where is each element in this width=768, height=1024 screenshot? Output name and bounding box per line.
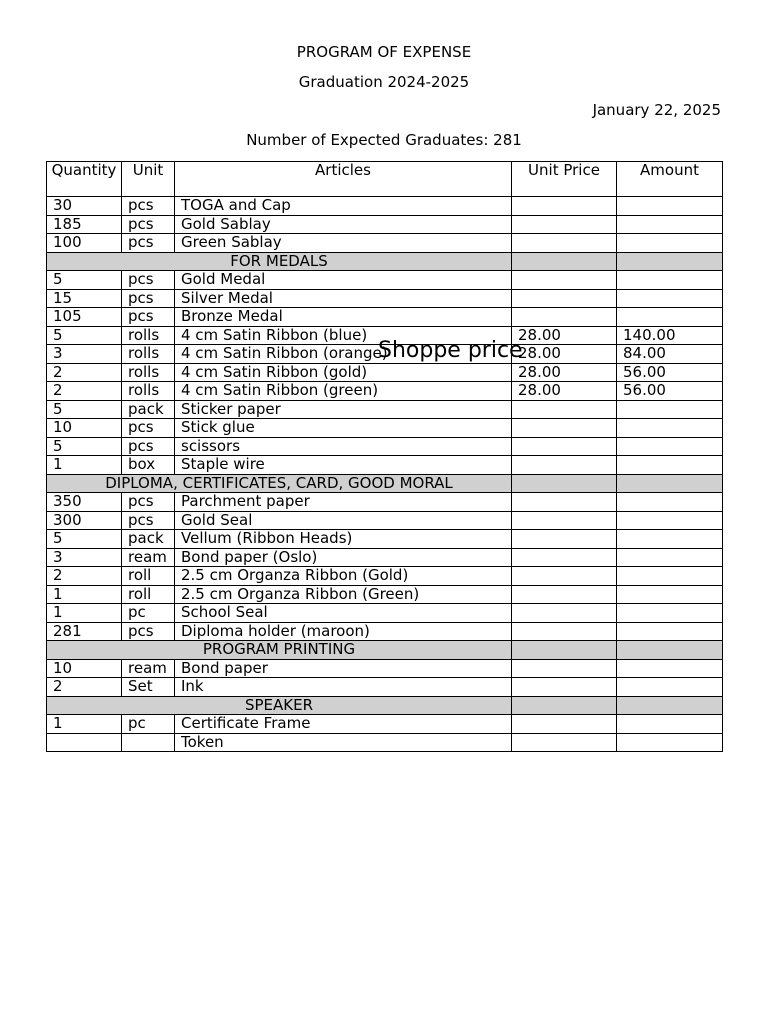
cell-unit: ream [122, 548, 175, 567]
cell-article: Green Sablay [175, 234, 512, 253]
cell-unit-price [512, 604, 617, 623]
table-row [47, 382, 723, 401]
cell-unit-price [512, 715, 617, 734]
cell-unit-price [512, 493, 617, 512]
cell-unit-price [512, 234, 617, 253]
cell-amount [617, 308, 723, 327]
table-row [47, 733, 723, 752]
cell-article: Bond paper [175, 659, 512, 678]
section-label: DIPLOMA, CERTIFICATES, CARD, GOOD MORAL [47, 474, 512, 493]
cell-article: Bond paper (Oslo) [175, 548, 512, 567]
cell-unit-price [512, 308, 617, 327]
cell-amount [617, 585, 723, 604]
cell-unit-price: 28.00 [512, 345, 617, 364]
table-row [47, 456, 723, 475]
cell-article: Gold Medal [175, 271, 512, 290]
cell-quantity: 10 [47, 419, 122, 438]
section-blank-cell [617, 474, 723, 493]
header-unit-price: Unit Price [512, 162, 617, 197]
cell-amount [617, 289, 723, 308]
graduates-line: Number of Expected Graduates: 281 [246, 131, 522, 149]
cell-unit: pcs [122, 289, 175, 308]
table-row [47, 585, 723, 604]
cell-amount [617, 493, 723, 512]
cell-quantity: 5 [47, 530, 122, 549]
cell-quantity: 100 [47, 234, 122, 253]
cell-unit-price [512, 622, 617, 641]
table-row [47, 289, 723, 308]
section-row [47, 696, 723, 715]
section-blank-cell [512, 641, 617, 660]
cell-unit: pcs [122, 215, 175, 234]
cell-article: 4 cm Satin Ribbon (orange) [175, 345, 512, 364]
cell-quantity: 1 [47, 456, 122, 475]
section-blank-cell [512, 696, 617, 715]
cell-amount [617, 567, 723, 586]
cell-unit-price [512, 215, 617, 234]
table-row [47, 363, 723, 382]
cell-article: School Seal [175, 604, 512, 623]
cell-unit: rolls [122, 345, 175, 364]
section-row [47, 641, 723, 660]
cell-unit-price [512, 659, 617, 678]
cell-unit-price [512, 511, 617, 530]
cell-unit-price [512, 678, 617, 697]
section-blank-cell [512, 252, 617, 271]
table-header-row [47, 162, 723, 197]
cell-amount: 56.00 [617, 363, 723, 382]
cell-unit-price [512, 548, 617, 567]
expense-table-body [47, 197, 723, 752]
cell-article: scissors [175, 437, 512, 456]
cell-amount [617, 215, 723, 234]
cell-article: Vellum (Ribbon Heads) [175, 530, 512, 549]
cell-quantity: 3 [47, 548, 122, 567]
cell-unit: pc [122, 604, 175, 623]
cell-article: TOGA and Cap [175, 197, 512, 216]
cell-amount [617, 678, 723, 697]
cell-amount: 84.00 [617, 345, 723, 364]
cell-unit-price [512, 530, 617, 549]
cell-unit: pcs [122, 197, 175, 216]
section-label: PROGRAM PRINTING [47, 641, 512, 660]
cell-quantity: 1 [47, 585, 122, 604]
document-subtitle: Graduation 2024-2025 [298, 73, 470, 91]
cell-unit-price: 28.00 [512, 382, 617, 401]
table-row [47, 493, 723, 512]
header-articles: Articles [175, 162, 512, 197]
cell-article: Gold Seal [175, 511, 512, 530]
cell-unit-price [512, 585, 617, 604]
cell-amount [617, 511, 723, 530]
cell-unit-price [512, 567, 617, 586]
table-row [47, 604, 723, 623]
cell-unit: pc [122, 715, 175, 734]
cell-unit-price [512, 197, 617, 216]
table-row [47, 437, 723, 456]
cell-unit: pcs [122, 271, 175, 290]
cell-amount [617, 456, 723, 475]
table-row [47, 548, 723, 567]
header-amount: Amount [617, 162, 723, 197]
table-row [47, 511, 723, 530]
section-row [47, 474, 723, 493]
cell-quantity: 185 [47, 215, 122, 234]
section-blank-cell [512, 474, 617, 493]
cell-unit: pcs [122, 234, 175, 253]
table-row [47, 234, 723, 253]
cell-article: Gold Sablay [175, 215, 512, 234]
cell-amount [617, 437, 723, 456]
cell-quantity: 105 [47, 308, 122, 327]
table-row [47, 622, 723, 641]
cell-unit-price [512, 419, 617, 438]
cell-article: 2.5 cm Organza Ribbon (Green) [175, 585, 512, 604]
expense-table [46, 161, 723, 752]
cell-unit: pcs [122, 511, 175, 530]
cell-article: Diploma holder (maroon) [175, 622, 512, 641]
document-title: PROGRAM OF EXPENSE [296, 43, 472, 61]
cell-unit-price [512, 271, 617, 290]
cell-article: Certificate Frame [175, 715, 512, 734]
cell-amount [617, 197, 723, 216]
cell-unit: pcs [122, 419, 175, 438]
cell-quantity: 5 [47, 437, 122, 456]
section-row [47, 252, 723, 271]
section-blank-cell [617, 641, 723, 660]
cell-quantity: 5 [47, 326, 122, 345]
cell-quantity: 300 [47, 511, 122, 530]
cell-quantity: 2 [47, 567, 122, 586]
cell-article: Token [175, 733, 512, 752]
section-blank-cell [617, 696, 723, 715]
cell-unit: pcs [122, 308, 175, 327]
cell-amount: 56.00 [617, 382, 723, 401]
header-quantity: Quantity [47, 162, 122, 197]
table-row [47, 308, 723, 327]
cell-amount [617, 622, 723, 641]
table-row [47, 419, 723, 438]
table-row [47, 271, 723, 290]
cell-amount [617, 271, 723, 290]
cell-unit: box [122, 456, 175, 475]
cell-amount [617, 715, 723, 734]
cell-article: Ink [175, 678, 512, 697]
cell-amount [617, 733, 723, 752]
cell-quantity: 5 [47, 400, 122, 419]
cell-quantity: 15 [47, 289, 122, 308]
cell-quantity: 2 [47, 678, 122, 697]
cell-quantity: 10 [47, 659, 122, 678]
cell-unit: rolls [122, 326, 175, 345]
cell-unit: pcs [122, 437, 175, 456]
cell-quantity: 1 [47, 604, 122, 623]
cell-article: 2.5 cm Organza Ribbon (Gold) [175, 567, 512, 586]
table-row [47, 678, 723, 697]
cell-unit: roll [122, 567, 175, 586]
table-row [47, 715, 723, 734]
header-unit: Unit [122, 162, 175, 197]
cell-unit-price [512, 456, 617, 475]
cell-unit: rolls [122, 363, 175, 382]
cell-unit-price [512, 733, 617, 752]
cell-unit: ream [122, 659, 175, 678]
cell-article: Parchment paper [175, 493, 512, 512]
cell-quantity: 2 [47, 363, 122, 382]
cell-amount [617, 419, 723, 438]
cell-amount [617, 530, 723, 549]
table-row [47, 197, 723, 216]
cell-article: Silver Medal [175, 289, 512, 308]
cell-unit [122, 733, 175, 752]
cell-unit: rolls [122, 382, 175, 401]
cell-unit: roll [122, 585, 175, 604]
cell-unit-price [512, 437, 617, 456]
cell-article: Bronze Medal [175, 308, 512, 327]
cell-quantity: 350 [47, 493, 122, 512]
cell-amount [617, 400, 723, 419]
cell-quantity: 30 [47, 197, 122, 216]
cell-quantity: 2 [47, 382, 122, 401]
section-label: SPEAKER [47, 696, 512, 715]
table-row [47, 659, 723, 678]
cell-amount [617, 604, 723, 623]
table-row [47, 567, 723, 586]
cell-article: 4 cm Satin Ribbon (blue) [175, 326, 512, 345]
cell-unit: pcs [122, 622, 175, 641]
section-label: FOR MEDALS [47, 252, 512, 271]
table-row [47, 215, 723, 234]
cell-unit-price [512, 400, 617, 419]
cell-unit: pack [122, 530, 175, 549]
cell-amount [617, 234, 723, 253]
cell-quantity [47, 733, 122, 752]
cell-quantity: 5 [47, 271, 122, 290]
table-row [47, 400, 723, 419]
cell-amount [617, 659, 723, 678]
cell-unit-price: 28.00 [512, 326, 617, 345]
cell-unit: pack [122, 400, 175, 419]
cell-unit-price: 28.00 [512, 363, 617, 382]
cell-quantity: 281 [47, 622, 122, 641]
cell-unit: pcs [122, 493, 175, 512]
cell-quantity: 3 [47, 345, 122, 364]
cell-amount: 140.00 [617, 326, 723, 345]
shoppe-price-note: Shoppe price [378, 338, 523, 363]
cell-unit-price [512, 289, 617, 308]
cell-article: Stick glue [175, 419, 512, 438]
cell-article: 4 cm Satin Ribbon (gold) [175, 363, 512, 382]
cell-amount [617, 548, 723, 567]
cell-article: Staple wire [175, 456, 512, 475]
cell-article: 4 cm Satin Ribbon (green) [175, 382, 512, 401]
cell-unit: Set [122, 678, 175, 697]
cell-quantity: 1 [47, 715, 122, 734]
table-row [47, 530, 723, 549]
section-blank-cell [617, 252, 723, 271]
document-date: January 22, 2025 [592, 101, 721, 119]
cell-article: Sticker paper [175, 400, 512, 419]
